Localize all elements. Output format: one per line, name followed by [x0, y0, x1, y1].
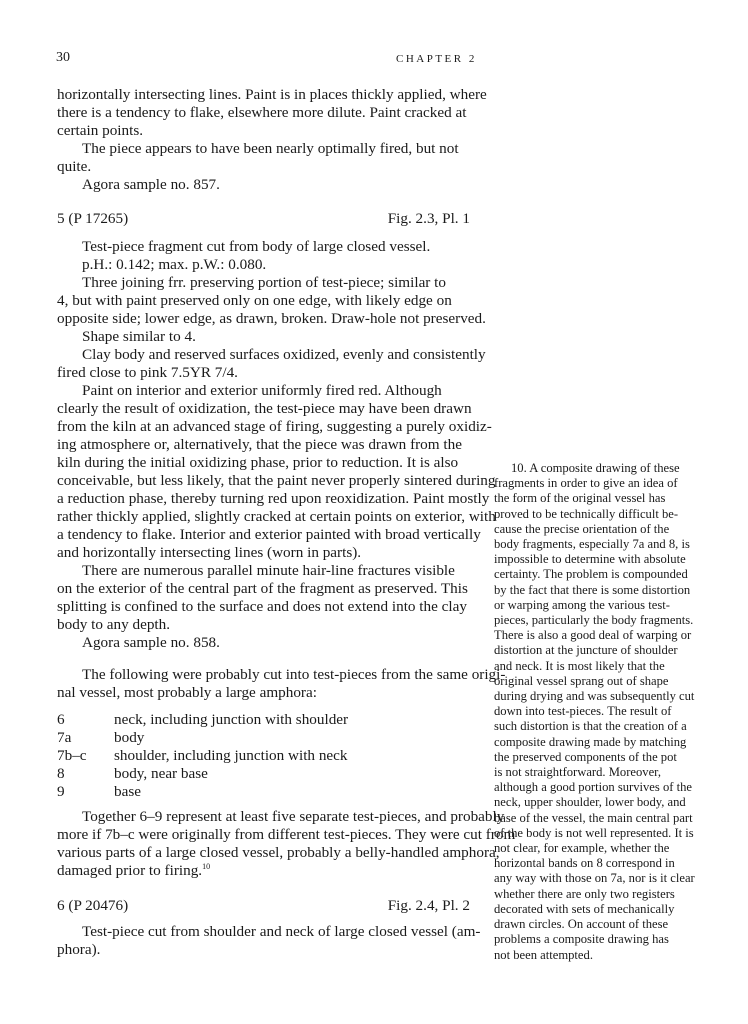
text-line — [57, 862, 470, 880]
text-line: opposite side; lower edge, as drawn, broken. Draw-hole not preserved. — [57, 310, 486, 327]
text-line: a tendency to flake. Interior and exterior painted with broad vertically — [57, 526, 481, 543]
text-line: phora). — [57, 941, 101, 958]
footnote-line: not clear, for example, whether the — [494, 841, 670, 856]
footnote-line: pieces, particularly the body fragments. — [494, 613, 694, 628]
text-block-4 — [57, 808, 516, 880]
list-item-number: 9 — [57, 783, 65, 800]
text-line: a reduction phase, thereby turning red upon reoxidization. Paint mostly — [57, 490, 490, 507]
text-line: Together 6–9 represent at least five separate test-pieces, and probably — [82, 808, 505, 825]
text-line: kiln during the initial oxidizing phase, prior to reduction. It is also — [57, 454, 459, 471]
text-line: Shape similar to 4. — [82, 328, 196, 345]
text-line: there is a tendency to flake, elsewhere more dilute. Paint cracked at — [57, 104, 467, 121]
entry-heading-6 — [57, 897, 470, 915]
text-line: nal vessel, most probably a large amphora: — [57, 684, 317, 701]
text-block-1 — [57, 86, 487, 194]
list-item-number: 8 — [57, 765, 65, 782]
footnote-line: the preserved components of the pot — [494, 749, 677, 764]
footnote-line: body fragments, especially 7a and 8, is — [494, 537, 690, 552]
footnote-line: or warping among the various test- — [494, 597, 670, 612]
text-line: and horizontally intersecting lines (worn in parts). — [57, 544, 362, 561]
text-line: Paint on interior and exterior uniformly fired red. Although — [82, 382, 442, 399]
text-line: various parts of a large closed vessel, probably a belly-handled amphora, — [57, 844, 500, 861]
footnote-line: by the fact that there is some distortion — [494, 582, 691, 597]
footnote-line: certainty. The problem is compounded — [494, 567, 688, 582]
text-line: certain points. — [57, 122, 144, 139]
text-line: The piece appears to have been nearly optimally fired, but not — [82, 140, 459, 157]
list-item-description: body, near base — [114, 765, 208, 782]
text-line: There are numerous parallel minute hair-line fractures visible — [82, 562, 455, 579]
list-item-description: shoulder, including junction with neck — [114, 747, 348, 764]
text-block-2 — [57, 238, 496, 652]
footnote-reference[interactable]: 10 — [202, 861, 211, 871]
text-line: splitting is confined to the surface and does not extend into the clay — [57, 598, 467, 615]
entry-figure-ref: Fig. 2.3, Pl. 1 — [387, 210, 470, 227]
list-item-description: body — [114, 729, 145, 746]
footnote-line: any way with those on 7a, nor is it clear — [494, 871, 695, 886]
text-line: Agora sample no. 858. — [82, 634, 220, 651]
text-line: Test-piece fragment cut from body of large closed vessel. — [82, 238, 431, 255]
text-line: Clay body and reserved surfaces oxidized, evenly and consistently — [82, 346, 486, 363]
footnote-line: horizontal bands on 8 correspond in — [494, 856, 675, 871]
footnote-line: problems a composite drawing has — [494, 932, 669, 947]
footnote-line: impossible to determine with absolute — [494, 552, 686, 567]
list-item — [57, 747, 348, 765]
list-item-description: neck, including junction with shoulder — [114, 711, 349, 728]
text-line: on the exterior of the central part of the fragment as preserved. This — [57, 580, 468, 597]
text-line: 4, but with paint preserved only on one edge, with likely edge on — [57, 292, 452, 309]
text-line: conceivable, but less likely, that the paint never properly sintered during — [57, 472, 496, 489]
text-line: Three joining frr. preserving portion of test-piece; similar to — [82, 274, 446, 291]
footnote-line: whether there are only two registers — [494, 886, 675, 901]
page-number: 30 — [56, 50, 70, 65]
text-line-content: damaged prior to firing. — [57, 862, 203, 879]
footnote-line: original vessel sprang out of shape — [494, 673, 669, 688]
footnote-line: There is also a good deal of warping or — [494, 628, 692, 643]
footnote-line: decorated with sets of mechanically — [494, 901, 675, 916]
list-item — [57, 765, 348, 783]
text-line: body to any depth. — [57, 616, 171, 633]
text-line: Test-piece cut from shoulder and neck of large closed vessel (am- — [82, 923, 481, 940]
footnote-line: proved to be technically difficult be- — [494, 506, 679, 521]
footnote-line: neck, upper shoulder, lower body, and — [494, 795, 686, 810]
footnote-line: down into test-pieces. The result of — [494, 704, 672, 719]
footnote-line: although a good portion survives of the — [494, 780, 692, 795]
text-line: Agora sample no. 857. — [82, 176, 220, 193]
text-line: p.H.: 0.142; max. p.W.: 0.080. — [82, 256, 267, 273]
entry-heading-5 — [57, 210, 470, 228]
footnote-line: cause the precise orientation of the — [494, 521, 670, 536]
footnote-line: the form of the original vessel has — [494, 491, 666, 506]
entry-id: 5 (P 17265) — [57, 210, 129, 227]
footnote-line: distortion at the juncture of shoulder — [494, 643, 678, 658]
text-line: clearly the result of oxidization, the test-piece may have been drawn — [57, 400, 472, 417]
entry-id: 6 (P 20476) — [57, 897, 129, 914]
entry-figure-ref: Fig. 2.4, Pl. 2 — [387, 897, 470, 914]
footnote-10 — [494, 461, 695, 963]
text-line: fired close to pink 7.5YR 7/4. — [57, 364, 238, 381]
text-line: ing atmosphere or, alternatively, that the piece was drawn from the — [57, 436, 462, 453]
footnote-line: base of the vessel, the main central part — [494, 810, 693, 825]
footnote-line: 10. A composite drawing of these — [511, 461, 680, 475]
footnote-line: such distortion is that the creation of a — [494, 719, 687, 734]
footnote-line: drawn circles. On account of these — [494, 917, 669, 932]
text-line: from the kiln at an advanced stage of firing, suggesting a purely oxidiz- — [57, 418, 492, 435]
list-item — [57, 711, 348, 729]
list-item-number: 6 — [57, 711, 65, 728]
list-item-number: 7b–c — [57, 747, 87, 764]
text-line: more if 7b–c were originally from different test-pieces. They were cut from — [57, 826, 516, 843]
footnote-line: composite drawing made by matching — [494, 734, 687, 749]
text-line: quite. — [57, 158, 92, 175]
footnote-line: of the body is not well represented. It is — [494, 825, 694, 840]
footnote-line: is not straightforward. Moreover, — [494, 765, 662, 780]
footnote-line: and neck. It is most likely that the — [494, 658, 665, 673]
running-head: CHAPTER 2 — [396, 53, 477, 65]
text-block-3 — [57, 666, 506, 702]
list-item — [57, 729, 348, 747]
list-item-number: 7a — [57, 729, 72, 746]
footnote-line: during drying and was subsequently cut — [494, 689, 695, 704]
list-item-description: base — [114, 783, 141, 800]
text-line: rather thickly applied, slightly cracked at certain points on exterior, with — [57, 508, 496, 525]
fragment-list — [57, 711, 470, 801]
footnote-line: fragments in order to give an idea of — [494, 476, 678, 491]
text-line: The following were probably cut into test-pieces from the same origi- — [82, 666, 506, 683]
text-block-5 — [57, 923, 481, 959]
text-line: horizontally intersecting lines. Paint is in places thickly applied, where — [57, 86, 487, 103]
list-item — [57, 783, 348, 801]
footnote-line: not been attempted. — [494, 947, 593, 962]
